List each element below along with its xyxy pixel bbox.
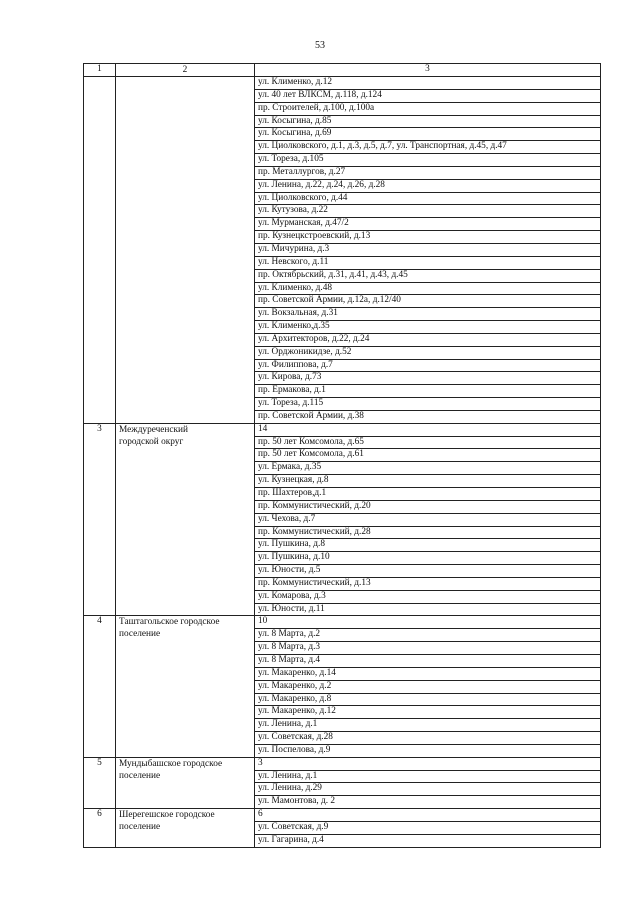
address-cell: ул. Гагарина, д.4 (255, 834, 601, 847)
address-cell: ул. Косыгина, д.69 (255, 128, 601, 141)
address-cell: ул. Макаренко, д.14 (255, 667, 601, 680)
address-cell: ул. Мамонтова, д. 2 (255, 796, 601, 809)
address-cell: ул. Чехова, д.7 (255, 513, 601, 526)
address-cell: пр. Октябрьский, д.31, д.41, д.43, д.45 (255, 269, 601, 282)
address-cell: ул. Советская, д.28 (255, 732, 601, 745)
address-cell: ул. Кутузова, д.22 (255, 205, 601, 218)
address-cell: ул. Ленина, д.1 (255, 719, 601, 732)
address-cell: пр. Коммунистический, д.28 (255, 526, 601, 539)
address-cell: пр. 50 лет Комсомола, д.65 (255, 436, 601, 449)
municipality-cell (116, 77, 255, 424)
address-cell: ул. Юности, д.5 (255, 565, 601, 578)
address-cell: ул. Мурманская, д.47/2 (255, 218, 601, 231)
address-cell: ул. 8 Марта, д.3 (255, 642, 601, 655)
municipality-name-line: Междуреченский (119, 424, 188, 435)
address-cell: ул. Косыгина, д.85 (255, 115, 601, 128)
municipality-name-line: поселение (119, 629, 161, 640)
address-cell: ул. Кузнецкая, д.8 (255, 475, 601, 488)
address-cell: ул. Поспелова, д.9 (255, 744, 601, 757)
address-cell: пр. Советской Армии, д.12а, д.12/40 (255, 295, 601, 308)
municipality-name-line: поселение (119, 822, 161, 833)
row-number-cell (84, 77, 116, 424)
municipality-name-line: городской округ (119, 436, 184, 447)
table-row (84, 616, 601, 629)
address-cell: ул. Ленина, д.1 (255, 770, 601, 783)
row-number-cell: 4 (84, 616, 116, 757)
municipality-cell (116, 616, 255, 757)
address-cell: ул. Циолковского, д.44 (255, 192, 601, 205)
count-cell: 6 (255, 809, 601, 822)
header-col-2: 2 (116, 64, 255, 77)
address-cell: ул. 8 Марта, д.4 (255, 654, 601, 667)
address-cell: ул. Циолковского, д.1, д.3, д.5, д.7, ул. Транспортная, д.45, д.47 (255, 141, 601, 154)
address-cell: ул. Клименко, д.12 (255, 77, 601, 90)
address-cell: пр. Коммунистический, д.20 (255, 500, 601, 513)
address-cell: ул. Ленина, д.22, д.24, д.26, д.28 (255, 179, 601, 192)
municipality-cell (116, 757, 255, 808)
address-cell: пр. Строителей, д.100, д.100а (255, 102, 601, 115)
address-cell: ул. Макаренко, д.2 (255, 680, 601, 693)
address-cell: ул. Юности, д.11 (255, 603, 601, 616)
address-cell: пр. Кузнецкстроевский, д.13 (255, 231, 601, 244)
header-row (84, 64, 601, 77)
address-cell: ул. Архитекторов, д.22, д.24 (255, 333, 601, 346)
address-cell: ул. Невского, д.11 (255, 256, 601, 269)
address-cell: ул. Комарова, д.3 (255, 590, 601, 603)
municipality-cell (116, 423, 255, 616)
address-cell: пр. Советской Армии, д.38 (255, 410, 601, 423)
address-cell: ул. Клименко, д.48 (255, 282, 601, 295)
count-cell: 10 (255, 616, 601, 629)
address-cell: ул. Орджоникидзе, д.52 (255, 346, 601, 359)
count-cell: 14 (255, 423, 601, 436)
address-cell: ул. Советская, д.9 (255, 821, 601, 834)
municipality-name-line: Таштагольское городское (119, 617, 220, 628)
municipality-name-line: Шерегешское городское (119, 810, 215, 821)
header-col-3: 3 (255, 64, 601, 77)
page-number: 53 (315, 40, 325, 51)
address-cell: пр. Ермакова, д.1 (255, 385, 601, 398)
row-number-cell: 3 (84, 423, 116, 616)
address-cell: ул. 40 лет ВЛКСМ, д.118, д.124 (255, 89, 601, 102)
address-cell: пр. Шахтеров,д.1 (255, 488, 601, 501)
address-cell: ул. Вокзальная, д.31 (255, 308, 601, 321)
header-col-1: 1 (84, 64, 116, 77)
address-cell: пр. Коммунистический, д.13 (255, 577, 601, 590)
address-cell: пр. Металлургов, д.27 (255, 166, 601, 179)
municipality-cell (116, 809, 255, 848)
address-cell: ул. Тореза, д.105 (255, 154, 601, 167)
address-cell: пр. 50 лет Комсомола, д.61 (255, 449, 601, 462)
table-row (84, 77, 601, 90)
count-cell: 3 (255, 757, 601, 770)
address-cell: ул. Ленина, д.29 (255, 783, 601, 796)
table-row (84, 809, 601, 822)
table-row (84, 757, 601, 770)
municipality-name-line: Мундыбашское городское (119, 758, 223, 769)
address-cell: ул. Макаренко, д.12 (255, 706, 601, 719)
address-cell: ул. Филиппова, д.7 (255, 359, 601, 372)
row-number-cell: 6 (84, 809, 116, 848)
address-cell: ул. Макаренко, д.8 (255, 693, 601, 706)
row-number-cell: 5 (84, 757, 116, 808)
address-cell: ул. Тореза, д.115 (255, 398, 601, 411)
table-body (84, 64, 601, 848)
address-cell: ул. Мичурина, д.3 (255, 243, 601, 256)
address-table (83, 63, 601, 848)
address-cell: ул. Ермака, д.35 (255, 462, 601, 475)
municipality-name-line: поселение (119, 770, 161, 781)
address-cell: ул. 8 Марта, д.2 (255, 629, 601, 642)
address-cell: ул. Клименко,д.35 (255, 321, 601, 334)
address-cell: ул. Пушкина, д.8 (255, 539, 601, 552)
address-cell: ул. Кирова, д.73 (255, 372, 601, 385)
table-row (84, 423, 601, 436)
address-cell: ул. Пушкина, д.10 (255, 552, 601, 565)
